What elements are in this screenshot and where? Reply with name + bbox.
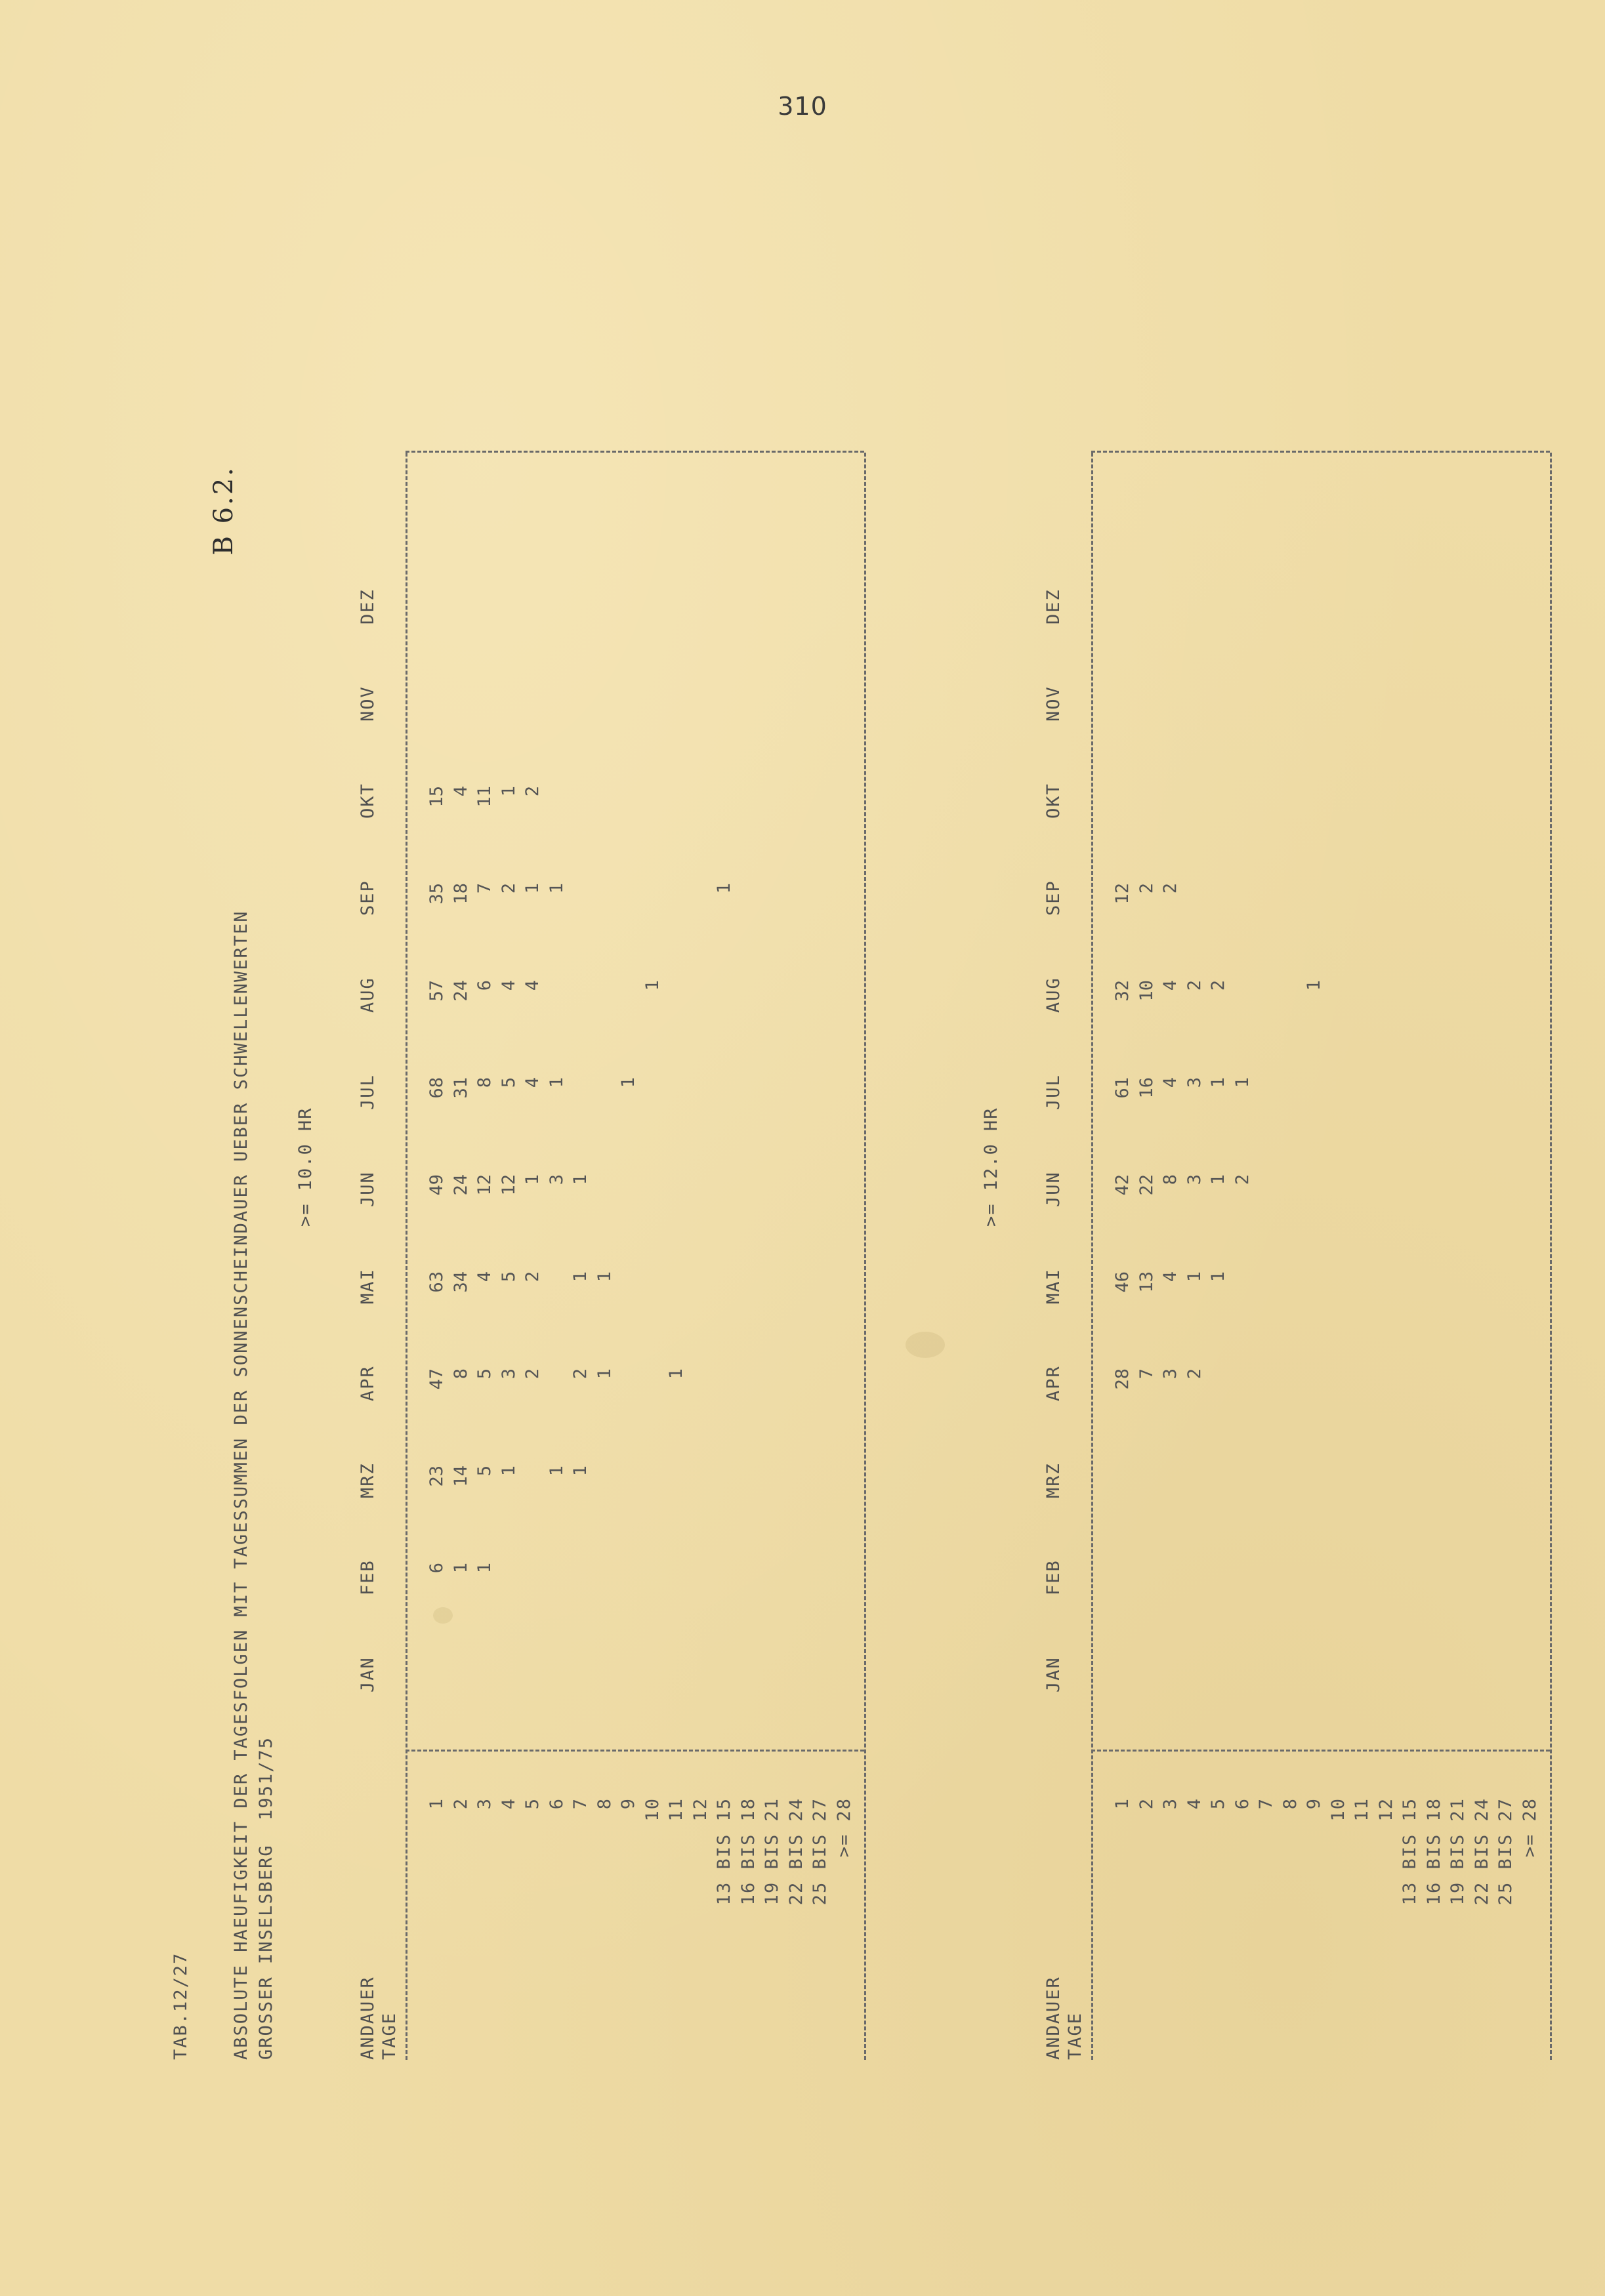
month-header: DEZ [358, 588, 378, 625]
bottom-rule [1550, 453, 1552, 2060]
table-cell: 24 [450, 1174, 471, 1196]
table-cell: 12 [474, 1174, 495, 1196]
table-cell: 1 [1304, 980, 1324, 991]
month-header: JUN [1043, 1171, 1064, 1207]
table-cell: 1 [522, 883, 543, 894]
table-cell: 4 [450, 786, 471, 797]
table-cell: 3 [546, 1174, 567, 1185]
andauer-header: ANDAUER [358, 1976, 378, 2060]
table-subtitle: GROSSER INSELSBERG 1951/75 [256, 1736, 276, 2060]
row-label: 12 [1375, 1797, 1396, 1822]
row-label: 22 BIS 24 [785, 1797, 806, 1906]
table-cell: 1 [1232, 1077, 1253, 1088]
table-cell: 8 [1160, 1174, 1180, 1185]
table-cell: 1 [570, 1466, 591, 1477]
table-cell: 4 [474, 1271, 495, 1282]
table-cell: 63 [427, 1271, 447, 1293]
month-header: APR [358, 1365, 378, 1401]
table-cell: 1 [546, 1466, 567, 1477]
table-cell: 2 [1136, 883, 1157, 894]
table-cell: 35 [427, 883, 447, 905]
table-cell: 4 [1160, 1077, 1180, 1088]
month-header: APR [1043, 1365, 1064, 1401]
table-cell: 1 [474, 1563, 495, 1574]
table-grid [335, 420, 879, 2060]
row-label: 22 BIS 24 [1471, 1797, 1492, 1906]
table-cell: 1 [546, 1077, 567, 1088]
row-label: 11 [1352, 1797, 1372, 1822]
table-cell: 47 [427, 1368, 447, 1390]
row-label: 6 [546, 1797, 567, 1810]
table-cell: 22 [1136, 1174, 1157, 1196]
table-cell: 3 [1184, 1077, 1205, 1088]
table-cell: 31 [450, 1077, 471, 1099]
table-cell: 12 [1112, 883, 1133, 905]
table-cell: 4 [522, 1077, 543, 1088]
row-label: 9 [1304, 1797, 1324, 1810]
table-cell: 10 [1136, 980, 1157, 1002]
table-cell: 23 [427, 1466, 447, 1487]
month-header: JAN [1043, 1656, 1064, 1692]
threshold-label: >= 10.0 HR [295, 1107, 316, 1227]
row-label: 10 [1327, 1797, 1348, 1822]
month-header: OKT [358, 783, 378, 819]
month-header: SEP [358, 880, 378, 916]
row-label: 4 [1184, 1797, 1205, 1810]
row-label: 4 [498, 1797, 519, 1810]
row-label: 8 [594, 1797, 615, 1810]
table-cell: 4 [498, 980, 519, 991]
table-cell: 11 [474, 786, 495, 808]
table-cell: 24 [450, 980, 471, 1002]
rotated-printout [171, 420, 1581, 2060]
page-number: 310 [778, 92, 827, 121]
table-cell: 57 [427, 980, 447, 1002]
table-title: ABSOLUTE HAEUFIGKEIT DER TAGESFOLGEN MIT TAGESSUMMEN DER SONNENSCHEINDAUER UEBER SCHWELLENWERTEN [231, 910, 251, 2060]
table-cell: 1 [498, 786, 519, 797]
table-cell: 46 [1112, 1271, 1133, 1293]
row-label: 13 BIS 15 [714, 1797, 734, 1906]
table-cell: 2 [570, 1368, 591, 1380]
table-cell: 2 [1184, 1368, 1205, 1380]
table-cell: 1 [618, 1077, 638, 1088]
table-cell: 18 [450, 883, 471, 905]
row-label: 12 [690, 1797, 711, 1822]
table-cell: 7 [1136, 1368, 1157, 1380]
table-cell: 4 [1160, 1271, 1180, 1282]
month-header: AUG [358, 977, 378, 1013]
row-label: 13 BIS 15 [1400, 1797, 1420, 1906]
row-label: 19 BIS 21 [762, 1797, 782, 1906]
month-header: MAI [358, 1268, 378, 1304]
table-cell: 2 [1184, 980, 1205, 991]
section-stamp: B 6.2. [209, 466, 239, 556]
table-cell: 6 [427, 1563, 447, 1574]
month-header: MRZ [1043, 1462, 1064, 1498]
table-cell: 1 [1208, 1271, 1228, 1282]
table-cell: 1 [594, 1271, 615, 1282]
table-cell: 5 [498, 1271, 519, 1282]
row-label: 8 [1280, 1797, 1301, 1810]
table-cell: 1 [1208, 1174, 1228, 1185]
tage-header: TAGE [1065, 2011, 1085, 2060]
table-cell: 8 [450, 1368, 471, 1380]
table-cell: 2 [498, 883, 519, 894]
row-label: 11 [666, 1797, 686, 1822]
table-cell: 1 [570, 1174, 591, 1185]
bottom-rule [864, 453, 866, 2060]
table-cell: 13 [1136, 1271, 1157, 1293]
row-label: 25 BIS 27 [1495, 1797, 1516, 1906]
table-cell: 2 [522, 1271, 543, 1282]
header-rule [406, 453, 407, 2060]
table-cell: 12 [498, 1174, 519, 1196]
table-cell: 1 [1184, 1271, 1205, 1282]
table-cell: 5 [474, 1466, 495, 1477]
row-label: 2 [450, 1797, 471, 1810]
table-cell: 61 [1112, 1077, 1133, 1099]
row-label: 16 BIS 18 [1423, 1797, 1444, 1906]
table-cell: 14 [450, 1466, 471, 1487]
month-header: FEB [358, 1559, 378, 1595]
table-cell: 4 [522, 980, 543, 991]
month-header: OKT [1043, 783, 1064, 819]
table-cell: 3 [498, 1368, 519, 1380]
table-cell: 2 [1232, 1174, 1253, 1185]
row-label: 7 [1256, 1797, 1276, 1810]
table-cell: 1 [450, 1563, 471, 1574]
row-label: 5 [1208, 1797, 1228, 1810]
table-cell: 1 [546, 883, 567, 894]
table-cell: 16 [1136, 1077, 1157, 1099]
paper-stain [433, 1607, 453, 1624]
table-grid [1020, 420, 1565, 2060]
table-cell: 1 [498, 1466, 519, 1477]
table-cell: 5 [474, 1368, 495, 1380]
month-header: FEB [1043, 1559, 1064, 1595]
month-header: DEZ [1043, 588, 1064, 625]
row-label: 19 BIS 21 [1448, 1797, 1468, 1906]
table-cell: 7 [474, 883, 495, 894]
table-cell: 2 [1208, 980, 1228, 991]
table-cell: 3 [1160, 1368, 1180, 1380]
table-cell: 42 [1112, 1174, 1133, 1196]
table-cell: 5 [498, 1077, 519, 1088]
month-header: JUL [1043, 1074, 1064, 1110]
table-cell: 8 [474, 1077, 495, 1088]
threshold-label: >= 12.0 HR [981, 1107, 1001, 1227]
row-label: 3 [474, 1797, 495, 1810]
row-label: 16 BIS 18 [738, 1797, 759, 1906]
month-header: AUG [1043, 977, 1064, 1013]
row-label: 25 BIS 27 [810, 1797, 830, 1906]
header-rule [1091, 453, 1093, 2060]
tage-header: TAGE [379, 2011, 400, 2060]
table-cell: 1 [522, 1174, 543, 1185]
table-cell: 2 [522, 786, 543, 797]
table-cell: 49 [427, 1174, 447, 1196]
row-label: 5 [522, 1797, 543, 1810]
row-label: 10 [642, 1797, 663, 1822]
table-cell: 1 [714, 883, 734, 894]
month-header: NOV [1043, 686, 1064, 722]
row-label: >= 28 [833, 1797, 854, 1858]
right-border [406, 451, 864, 453]
table-cell: 1 [666, 1368, 686, 1380]
month-header: JUL [358, 1074, 378, 1110]
table-cell: 32 [1112, 980, 1133, 1002]
table-cell: 6 [474, 980, 495, 991]
table-cell: 15 [427, 786, 447, 808]
column-divider [406, 1750, 864, 1752]
table-cell: 4 [1160, 980, 1180, 991]
paper-stain [906, 1332, 945, 1358]
row-label: >= 28 [1519, 1797, 1540, 1858]
month-header: NOV [358, 686, 378, 722]
month-header: SEP [1043, 880, 1064, 916]
table-cell: 3 [1184, 1174, 1205, 1185]
table-cell: 1 [594, 1368, 615, 1380]
table-cell: 2 [1160, 883, 1180, 894]
table-cell: 1 [642, 980, 663, 991]
table-reference: TAB.12/27 [171, 1952, 191, 2060]
table-cell: 34 [450, 1271, 471, 1293]
table-cell: 1 [1208, 1077, 1228, 1088]
row-label: 1 [1112, 1797, 1133, 1810]
andauer-header: ANDAUER [1043, 1976, 1064, 2060]
row-label: 9 [618, 1797, 638, 1810]
table-cell: 28 [1112, 1368, 1133, 1390]
month-header: JUN [358, 1171, 378, 1207]
table-cell: 1 [570, 1271, 591, 1282]
month-header: MAI [1043, 1268, 1064, 1304]
row-label: 2 [1136, 1797, 1157, 1810]
column-divider [1091, 1750, 1550, 1752]
row-label: 6 [1232, 1797, 1253, 1810]
row-label: 7 [570, 1797, 591, 1810]
row-label: 3 [1160, 1797, 1180, 1810]
table-cell: 2 [522, 1368, 543, 1380]
row-label: 1 [427, 1797, 447, 1810]
month-header: JAN [358, 1656, 378, 1692]
month-header: MRZ [358, 1462, 378, 1498]
table-cell: 68 [427, 1077, 447, 1099]
right-border [1091, 451, 1550, 453]
